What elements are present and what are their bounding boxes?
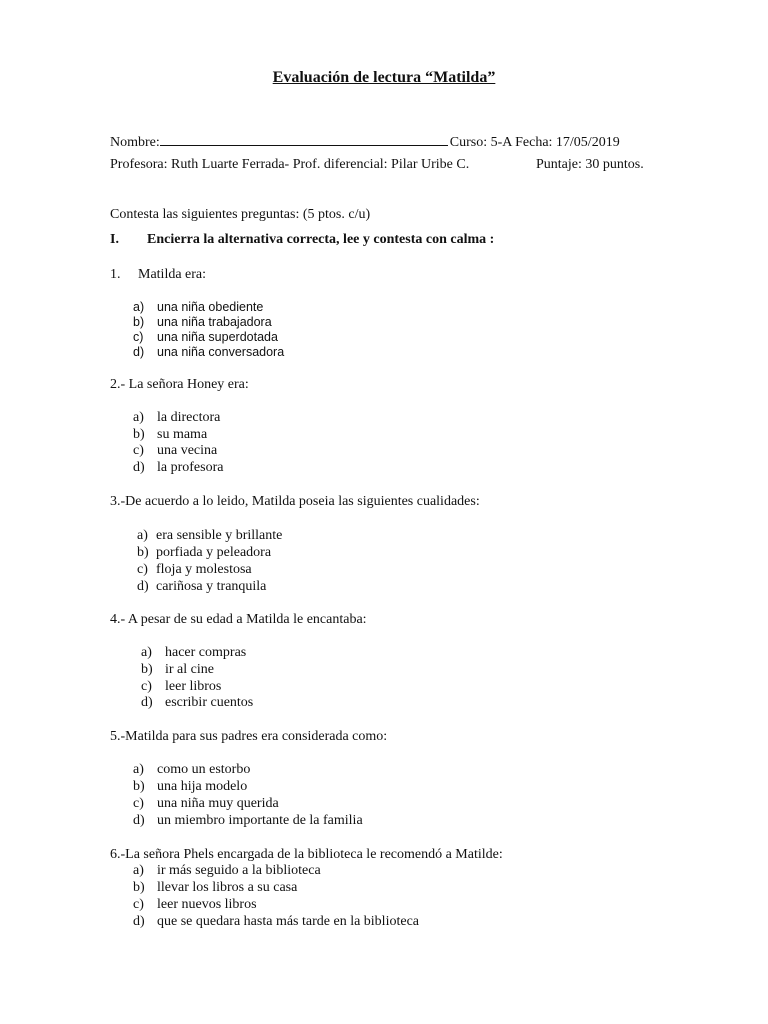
q2-option-d: d) la profesora (133, 460, 224, 475)
section-number: I. (110, 232, 119, 247)
q1-option-a: a) una niña obediente (133, 300, 264, 314)
puntaje-text: Puntaje: 30 puntos. (536, 157, 644, 172)
nombre-blank-line (160, 132, 448, 146)
curso-fecha: Curso: 5-A Fecha: 17/05/2019 (449, 135, 620, 150)
question-3: 3.-De acuerdo a lo leido, Matilda poseia las siguientes cualidades: (110, 494, 480, 509)
question-1 (110, 267, 206, 283)
question-2: 2.- La señora Honey era: (110, 377, 249, 392)
question-1-number: 1. (110, 267, 121, 282)
question-6: 6.-La señora Phels encargada de la biblioteca le recomendó a Matilde: (110, 847, 503, 862)
q5-option-c: c) una niña muy querida (133, 796, 279, 811)
section-text: Encierra la alternativa correcta, lee y contesta con calma : (147, 232, 495, 247)
q6-option-b: b) llevar los libros a su casa (133, 880, 298, 895)
nombre-label: Nombre: (110, 135, 160, 150)
q1-option-b: b) una niña trabajadora (133, 315, 272, 329)
q4-option-c: c) leer libros (141, 679, 222, 694)
q2-option-b: b) su mama (133, 427, 208, 442)
name-row (110, 132, 620, 151)
q4-option-b: b) ir al cine (141, 662, 214, 677)
q2-option-a: a) la directora (133, 410, 221, 425)
q5-option-b: b) una hija modelo (133, 779, 248, 794)
q4-option-d: d) escribir cuentos (141, 695, 254, 710)
q3-option-c: c) floja y molestosa (137, 562, 252, 577)
page-title: Evaluación de lectura “Matilda” (272, 69, 496, 86)
q3-option-d: d) cariñosa y tranquila (137, 579, 267, 594)
q6-option-a: a) ir más seguido a la biblioteca (133, 863, 321, 878)
q4-option-a: a) hacer compras (141, 645, 247, 660)
q3-option-b: b) porfiada y peleadora (137, 545, 272, 560)
q1-option-d: d) una niña conversadora (133, 345, 285, 359)
profesora-line: Profesora: Ruth Luarte Ferrada- Prof. diferencial: Pilar Uribe C. (110, 157, 470, 172)
question-1-text: Matilda era: (138, 267, 207, 282)
q1-option-c: c) una niña superdotada (133, 330, 278, 344)
section-heading (110, 232, 494, 248)
question-5: 5.-Matilda para sus padres era considerada como: (110, 729, 388, 744)
q5-option-d: d) un miembro importante de la familia (133, 813, 363, 828)
question-4: 4.- A pesar de su edad a Matilda le encantaba: (110, 612, 367, 627)
instructions: Contesta las siguientes preguntas: (5 ptos. c/u) (110, 207, 371, 222)
q6-option-d: d) que se quedara hasta más tarde en la biblioteca (133, 914, 419, 929)
q3-option-a: a) era sensible y brillante (137, 528, 283, 543)
q6-option-c: c) leer nuevos libros (133, 897, 257, 912)
q5-option-a: a) como un estorbo (133, 762, 251, 777)
q2-option-c: c) una vecina (133, 443, 218, 458)
